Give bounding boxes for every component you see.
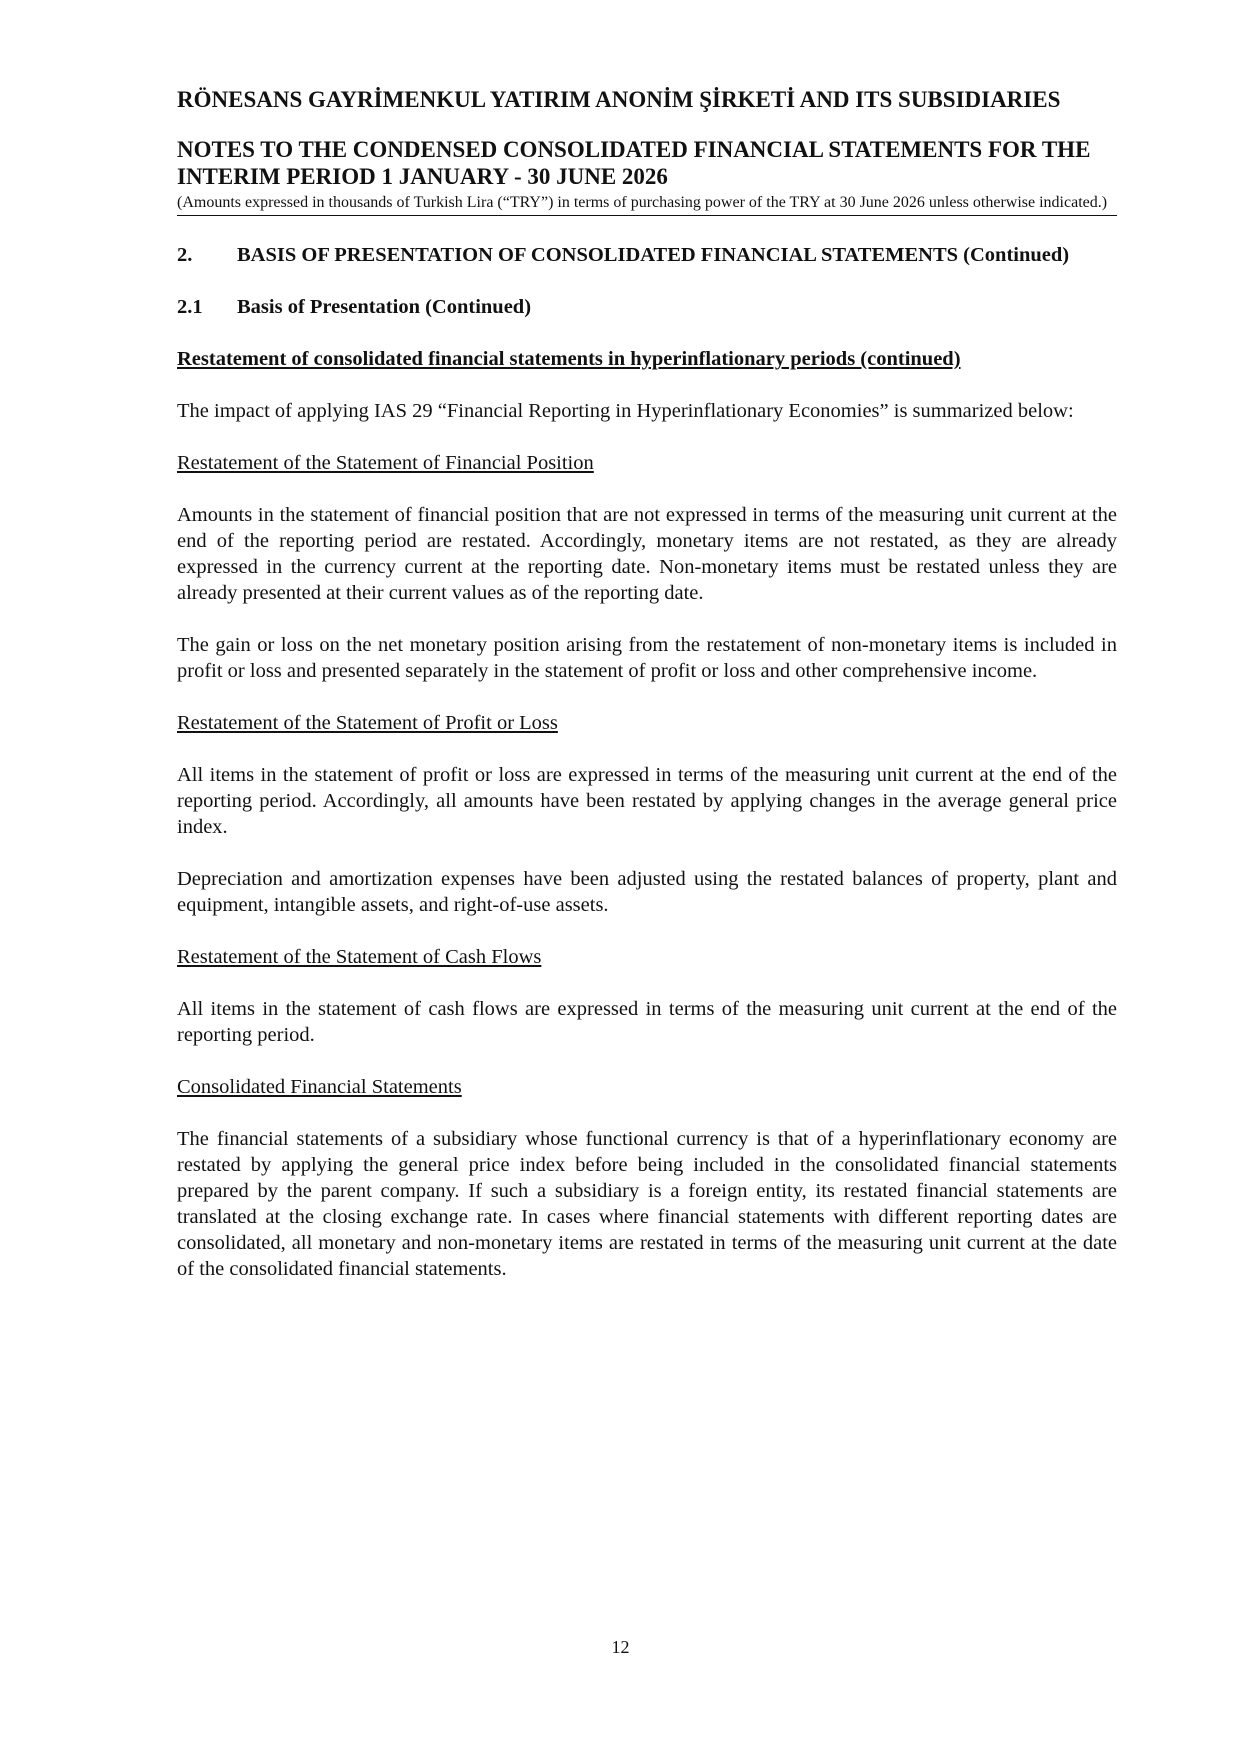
subsection-number: 2.1	[177, 296, 203, 318]
section-title: BASIS OF PRESENTATION OF CONSOLIDATED FINANCIAL STATEMENTS (Continued)	[237, 244, 1070, 266]
cash-flows-heading: Restatement of the Statement of Cash Flows	[177, 946, 542, 968]
amounts-note: (Amounts expressed in thousands of Turkish Lira (“TRY”) in terms of purchasing power of the TRY at 30 June 2026 unless otherwise indicated.)	[177, 194, 1108, 211]
profit-or-loss-paragraph-2: Depreciation and amortization expenses have been adjusted using the restated balances of property, plant and equipment, intangible assets, and right-of-use assets.	[177, 868, 1117, 916]
company-name: RÖNESANS GAYRİMENKUL YATIRIM ANONİM ŞİRKETİ AND ITS SUBSIDIARIES	[177, 87, 1061, 112]
financial-position-paragraph-1: Amounts in the statement of financial position that are not expressed in terms of the measuring unit current at the end of the reporting period are restated. Accordingly, monetary items are not restated, as they are already expressed in the currency current at the reporting date. Non-monetary items must be restated unless they are already presented at their current values as of the reporting date.	[177, 504, 1117, 604]
page-number: 12	[611, 1637, 630, 1657]
section-heading	[177, 242, 1117, 268]
intro-paragraph: The impact of applying IAS 29 “Financial Reporting in Hyperinflationary Economies” is summarized below:	[177, 400, 1074, 422]
profit-or-loss-heading: Restatement of the Statement of Profit or Loss	[177, 712, 558, 734]
consolidated-statements-paragraph: The financial statements of a subsidiary whose functional currency is that of a hyperinflationary economy are restated by applying the general price index before being included in the consolidated financial statements prepared by the parent company. If such a subsidiary is a foreign entity, its restated financial statements are translated at the closing exchange rate. In cases where financial statements with different reporting dates are consolidated, all monetary and non-monetary items are restated in terms of the measuring unit current at the date of the consolidated financial statements.	[177, 1128, 1117, 1280]
header-divider	[177, 215, 1117, 216]
cash-flows-paragraph: All items in the statement of cash flows are expressed in terms of the measuring unit current at the end of the reporting period.	[177, 998, 1117, 1046]
financial-position-paragraph-2: The gain or loss on the net monetary position arising from the restatement of non-monetary items is included in profit or loss and presented separately in the statement of profit or loss and other comprehensive income.	[177, 634, 1117, 682]
page-content	[177, 86, 1117, 1282]
notes-title: NOTES TO THE CONDENSED CONSOLIDATED FINANCIAL STATEMENTS FOR THE INTERIM PERIOD 1 JANUARY - 30 JUNE 2026	[177, 137, 1091, 189]
subsection-title: Basis of Presentation (Continued)	[237, 296, 532, 318]
profit-or-loss-paragraph-1: All items in the statement of profit or loss are expressed in terms of the measuring unit current at the end of the reporting period. Accordingly, all amounts have been restated by applying changes in the average general price index.	[177, 764, 1117, 838]
section-number: 2.	[177, 244, 193, 266]
subsection-heading	[177, 294, 1117, 320]
consolidated-statements-heading: Consolidated Financial Statements	[177, 1076, 462, 1098]
topic-heading: Restatement of consolidated financial statements in hyperinflationary periods (continued)	[177, 348, 961, 370]
financial-position-heading: Restatement of the Statement of Financial Position	[177, 452, 594, 474]
